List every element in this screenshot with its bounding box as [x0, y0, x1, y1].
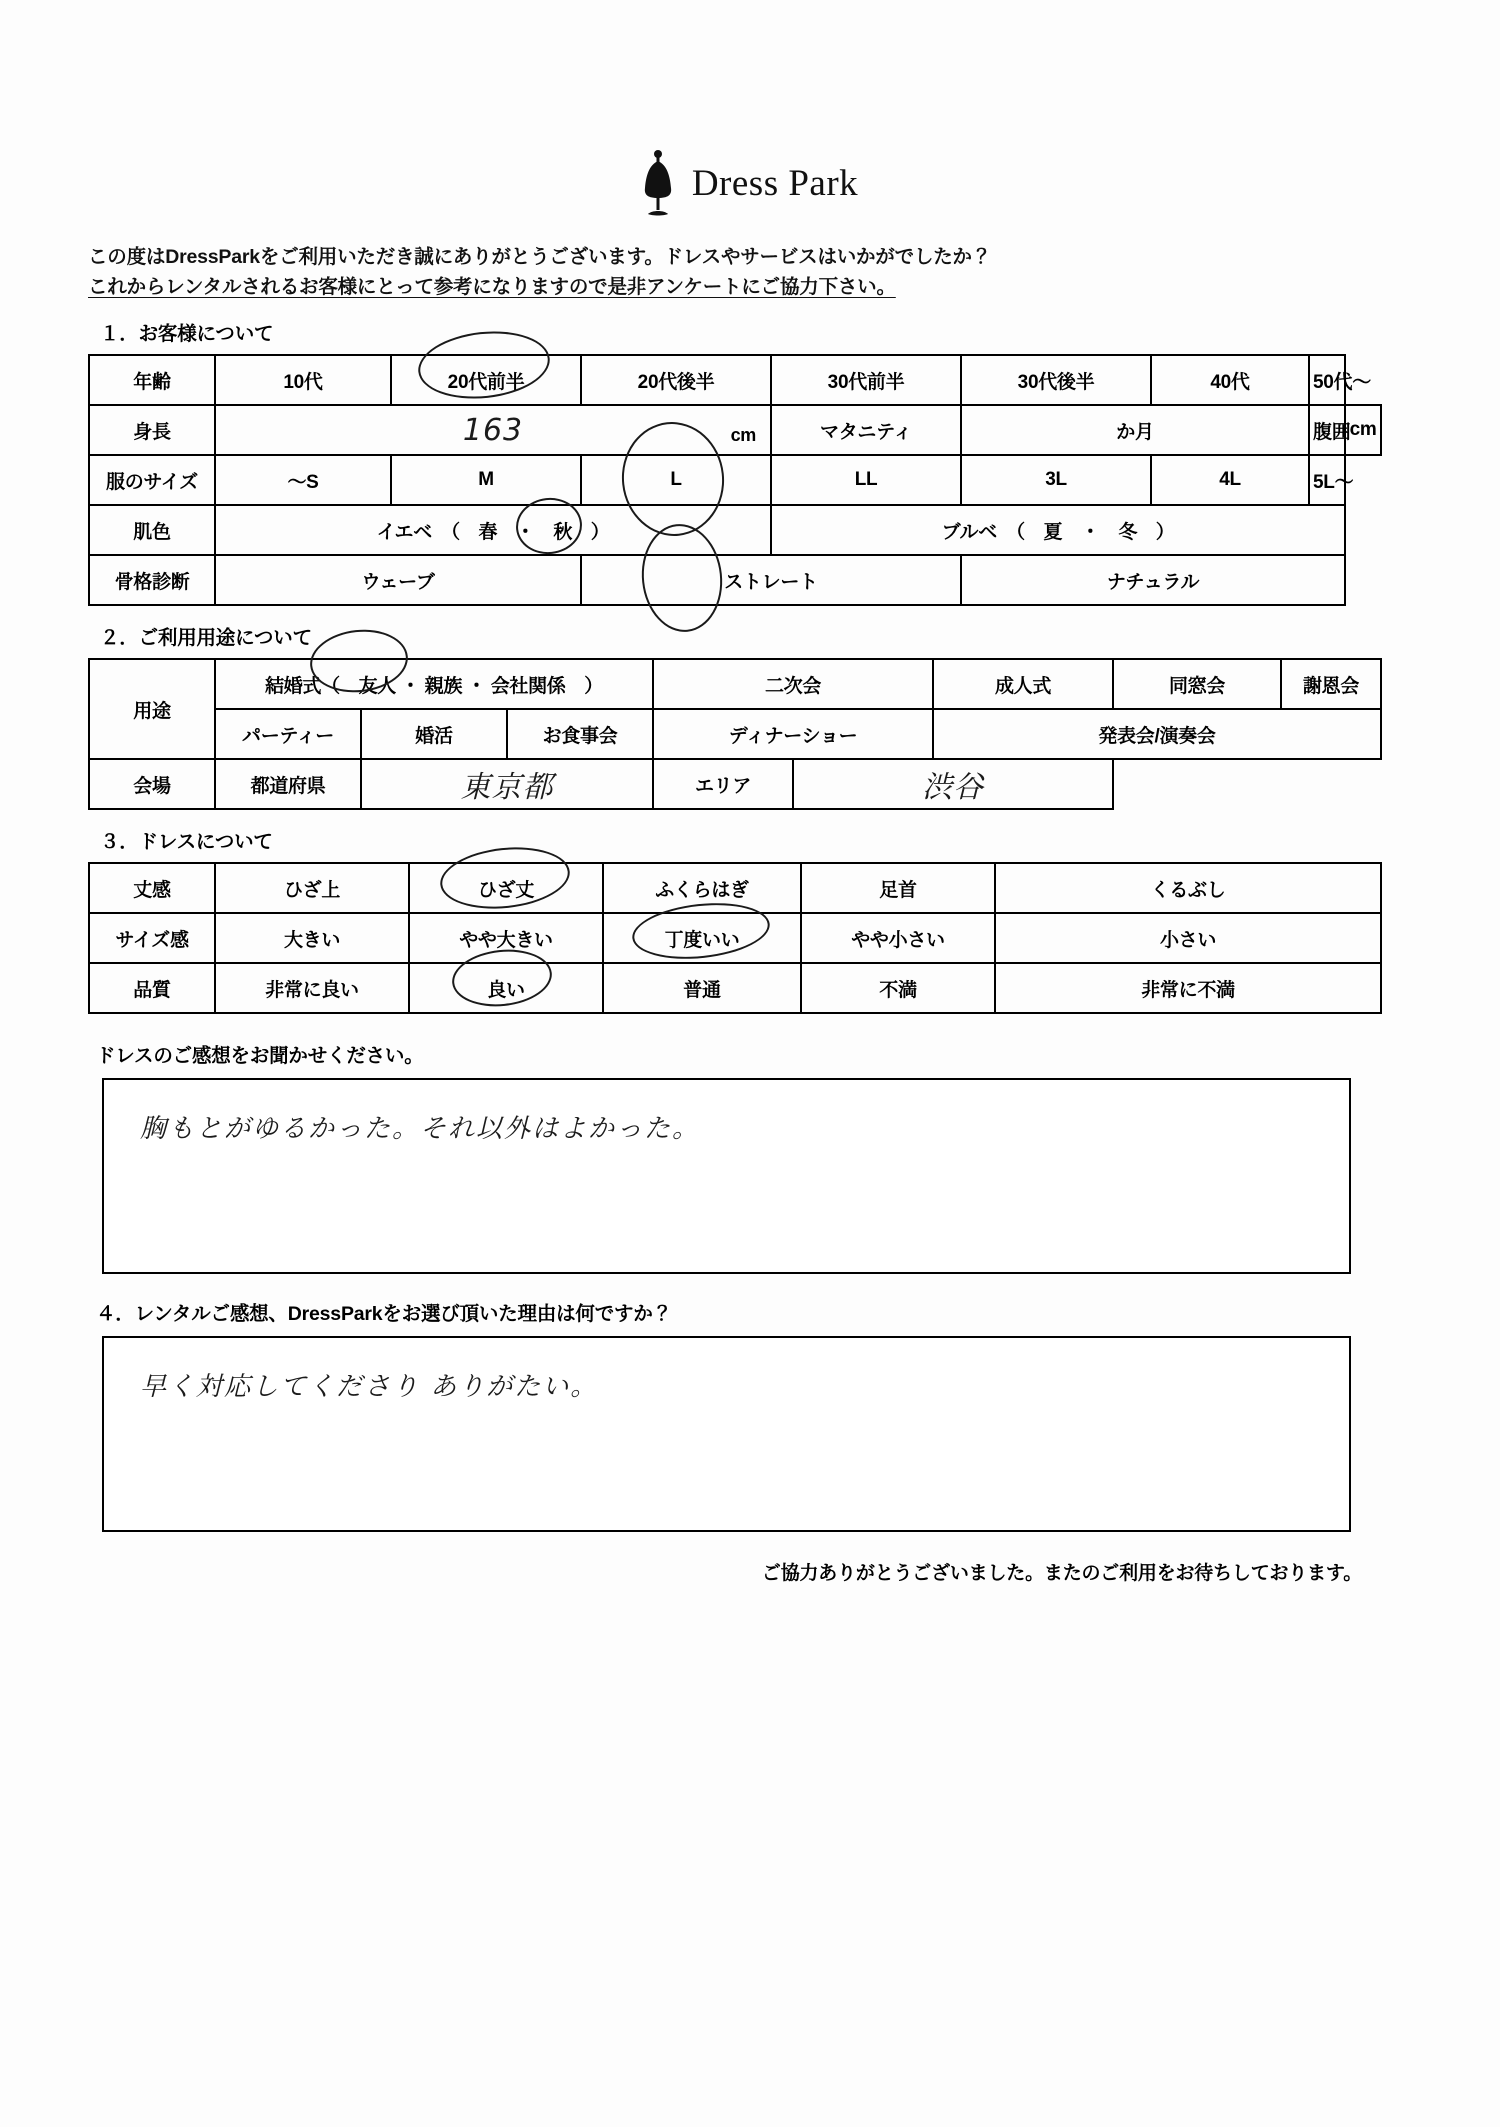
q3-answer-text: 胸もとがゆるかった。それ以外はよかった。 [140, 1114, 701, 1145]
section-3-title: ３．ドレスについて [100, 831, 273, 854]
belly-unit[interactable]: cm [1345, 405, 1381, 455]
usage-table [88, 658, 1382, 810]
bone-option-wave[interactable]: ウェーブ [215, 555, 581, 605]
fit-label: サイズ感 [89, 913, 215, 963]
maternity-label[interactable]: マタニティ [771, 405, 961, 455]
footer-thanks: ご協力ありがとうございました。またのご利用をお待ちしております。 [761, 1563, 1362, 1585]
dress-table [88, 862, 1382, 1014]
purpose-wedding[interactable] [215, 659, 653, 709]
table-row-purpose-1 [89, 659, 1381, 709]
brand-name: Dress Park [691, 162, 859, 204]
age-option-20s-early[interactable] [391, 355, 581, 405]
q4-answer-box[interactable] [102, 1336, 1351, 1532]
size-option-l-label: L [670, 469, 682, 491]
skin-yellow-label: イエベ （ 春 ・ 秋 ） [376, 521, 610, 543]
fit-option-large[interactable]: 大きい [215, 913, 409, 963]
purpose-label: 用途 [89, 659, 215, 759]
brand-header [88, 148, 1408, 218]
length-label: 丈感 [89, 863, 215, 913]
prefecture-label: 都道府県 [215, 759, 361, 809]
fit-option-slightly-large[interactable]: やや大きい [409, 913, 603, 963]
fit-option-just-right-label: 丁度いい [664, 929, 740, 951]
table-row-purpose-2 [89, 709, 1381, 759]
purpose-reunion[interactable]: 同窓会 [1113, 659, 1281, 709]
purpose-dinner-show[interactable]: ディナーショー [653, 709, 933, 759]
size-option-l[interactable] [581, 455, 771, 505]
form-content [88, 148, 1408, 1585]
table-row-bone [89, 555, 1381, 605]
skin-yellow-base[interactable] [215, 505, 771, 555]
intro-line-1: この度はDressParkをご利用いただき誠にありがとうございます。ドレスやサービスはいかがでしたか？ [88, 246, 992, 268]
fit-option-just-right[interactable] [603, 913, 801, 963]
intro-text [88, 242, 1408, 302]
size-option-m[interactable]: M [391, 455, 581, 505]
purpose-recital[interactable]: 発表会/演奏会 [933, 709, 1381, 759]
skin-blue-base[interactable]: ブルベ （ 夏 ・ 冬 ） [771, 505, 1345, 555]
height-label: 身長 [89, 405, 215, 455]
size-option-s[interactable]: 〜S [215, 455, 391, 505]
table-row-skin [89, 505, 1381, 555]
age-option-50s[interactable]: 50代〜 [1309, 355, 1345, 405]
quality-option-very-good[interactable]: 非常に良い [215, 963, 409, 1013]
table-row-quality [89, 963, 1381, 1013]
area-value-cell[interactable] [793, 759, 1113, 809]
purpose-thanksgiving[interactable]: 謝恩会 [1281, 659, 1381, 709]
height-value: 163 [462, 412, 524, 448]
age-option-40s[interactable]: 40代 [1151, 355, 1309, 405]
fit-option-small[interactable]: 小さい [995, 913, 1381, 963]
quality-option-very-dissatisfied[interactable]: 非常に不満 [995, 963, 1381, 1013]
area-label: エリア [653, 759, 793, 809]
table-row-size [89, 455, 1381, 505]
maternity-months-cell[interactable] [961, 405, 1309, 455]
bone-label: 骨格診断 [89, 555, 215, 605]
length-option-above-knee[interactable]: ひざ上 [215, 863, 409, 913]
venue-label: 会場 [89, 759, 215, 809]
prefecture-value: 東京都 [460, 770, 554, 806]
age-option-20s-late[interactable]: 20代後半 [581, 355, 771, 405]
quality-option-dissatisfied[interactable]: 不満 [801, 963, 995, 1013]
size-option-ll[interactable]: LL [771, 455, 961, 505]
quality-option-good-label: 良い [487, 979, 525, 1001]
months-label: か月 [1116, 421, 1154, 443]
height-value-cell[interactable] [215, 405, 771, 455]
quality-option-good[interactable] [409, 963, 603, 1013]
table-row-height [89, 405, 1381, 455]
skin-label: 肌色 [89, 505, 215, 555]
bone-option-straight[interactable] [581, 555, 961, 605]
intro-line-2: これからレンタルされるお客様にとって参考になりますので是非アンケートにご協力下さい。 [88, 276, 896, 299]
length-option-calf[interactable]: ふくらはぎ [603, 863, 801, 913]
length-option-knee[interactable] [409, 863, 603, 913]
q4-answer-text: 早く対応してくださり ありがたい。 [140, 1372, 599, 1403]
quality-label: 品質 [89, 963, 215, 1013]
age-option-20s-early-label: 20代前半 [447, 371, 525, 393]
q3-answer-box[interactable] [102, 1078, 1351, 1274]
venue-spacer [1113, 759, 1381, 809]
length-option-knee-label: ひざ丈 [477, 879, 535, 901]
bone-option-straight-label: ストレート [724, 571, 818, 593]
size-label: 服のサイズ [89, 455, 215, 505]
purpose-konkatsu[interactable]: 婚活 [361, 709, 507, 759]
length-option-ankle[interactable]: 足首 [801, 863, 995, 913]
belly-label: 腹囲 [1309, 405, 1345, 455]
section-1-title: １．お客様について [100, 323, 274, 346]
fit-option-slightly-small[interactable]: やや小さい [801, 913, 995, 963]
purpose-dining[interactable]: お食事会 [507, 709, 653, 759]
table-row-age [89, 355, 1381, 405]
q3-label: ドレスのご感想をお聞かせください。 [96, 1045, 424, 1068]
quality-option-normal[interactable]: 普通 [603, 963, 801, 1013]
dress-form-icon [638, 148, 678, 218]
bone-option-natural[interactable]: ナチュラル [961, 555, 1345, 605]
length-option-anklebone[interactable]: くるぶし [995, 863, 1381, 913]
q4-label: ４．レンタルご感想、DressParkをお選び頂いた理由は何ですか？ [96, 1303, 672, 1326]
age-option-30s-early[interactable]: 30代前半 [771, 355, 961, 405]
size-option-3l[interactable]: 3L [961, 455, 1151, 505]
purpose-party[interactable]: パーティー [215, 709, 361, 759]
age-label: 年齢 [89, 355, 215, 405]
size-option-4l[interactable]: 4L [1151, 455, 1309, 505]
size-option-5l[interactable]: 5L〜 [1309, 455, 1345, 505]
customer-table [88, 354, 1382, 606]
section-2-title: ２．ご利用用途について [100, 627, 312, 650]
table-row-length [89, 863, 1381, 913]
prefecture-value-cell[interactable] [361, 759, 653, 809]
age-option-10s[interactable]: 10代 [215, 355, 391, 405]
purpose-afterparty[interactable]: 二次会 [653, 659, 933, 709]
age-option-30s-late[interactable]: 30代後半 [961, 355, 1151, 405]
purpose-coming-of-age[interactable]: 成人式 [933, 659, 1113, 709]
table-row-venue [89, 759, 1381, 809]
area-value: 渋谷 [922, 770, 984, 806]
table-row-fit [89, 913, 1381, 963]
height-unit: cm [730, 425, 756, 446]
purpose-wedding-label: 結婚式（ 友人 ・ 親族 ・ 会社関係 ） [265, 675, 603, 697]
